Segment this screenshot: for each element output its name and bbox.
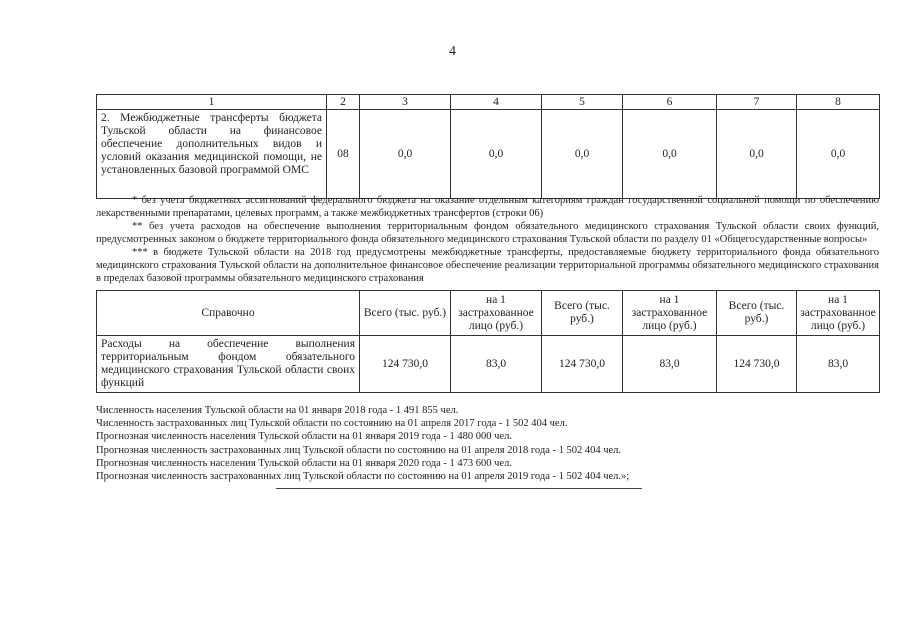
column-header: на 1 застрахованное лицо (руб.) [451,291,542,336]
column-header: на 1 застрахованное лицо (руб.) [797,291,880,336]
column-header: 6 [623,95,717,110]
stat-line: Численность застрахованных лиц Тульской области по состоянию на 01 апреля 2017 года - 1 502 404 чел. [96,418,568,430]
table-row [97,110,880,199]
value-cell: 124 730,0 [717,336,797,393]
value-cell: 0,0 [451,110,542,199]
horizontal-divider [276,488,642,489]
transfers-table [96,94,880,199]
table-header-row [97,95,880,110]
value-cell: 0,0 [542,110,623,199]
table-header-row [97,291,880,336]
value-cell: 124 730,0 [542,336,623,393]
value-cell: 0,0 [623,110,717,199]
value-cell: 83,0 [451,336,542,393]
stat-line: Прогнозная численность населения Тульской области на 01 января 2020 года - 1 473 600 чел. [96,457,512,469]
column-header: 5 [542,95,623,110]
column-header: 7 [717,95,797,110]
stat-line: Прогнозная численность застрахованных лиц Тульской области по состоянию на 01 апреля 2018 года - 1 502 404 чел. [96,444,622,456]
value-cell: 83,0 [623,336,717,393]
stat-line: Прогнозная численность застрахованных лиц Тульской области по состоянию на 01 апреля 2019 года - 1 502 404 чел.»; [96,471,630,483]
column-header: на 1 застрахованное лицо (руб.) [623,291,717,336]
stat-line: Численность населения Тульской области на 01 января 2018 года - 1 491 855 чел. [96,405,459,416]
column-header: 8 [797,95,880,110]
column-header: Всего (тыс. руб.) [542,291,623,336]
reference-table [96,290,880,393]
value-cell: 83,0 [797,336,880,393]
value-cell: 124 730,0 [360,336,451,393]
column-header: 1 [97,95,327,110]
value-cell: 0,0 [717,110,797,199]
row-name-cell: Расходы на обеспечение выполнения территориальным фондом обязательного медицинского страхования Тульской области своих функций [97,336,360,393]
footnotes [96,194,879,285]
page-number: 4 [449,44,456,59]
column-header: 2 [327,95,360,110]
footnote-2: ** без учета расходов на обеспечение выполнения территориальным фондом обязательного медицинского страхования Тульской области своих функций, предусмотренных законом о бюджете территориального фонда обязательного медицинского страхования Тульской области по разделу 01 «Общегосударственные вопросы» [96,221,879,245]
column-header: Всего (тыс. руб.) [360,291,451,336]
row-code-cell: 08 [327,110,360,199]
row-name-cell: 2. Межбюджетные трансферты бюджета Тульской области на финансовое обеспечение дополнительных видов и условий оказания медицинской помощи, не установленных базовой программой ОМС [97,110,327,199]
population-stats [96,404,796,483]
column-header: 4 [451,95,542,110]
column-header: 3 [360,95,451,110]
footnote-3: *** в бюджете Тульской области на 2018 год предусмотрены межбюджетные трансферты, предоставляемые бюджету территориального фонда обязательного медицинского страхования Тульской области на дополнительное финансовое обеспечение реализации территориальной программы обязательного медицинского страхования в пределах базовой программы обязательного медицинского страхования [96,247,879,284]
column-header: Всего (тыс. руб.) [717,291,797,336]
footnote-1: * без учета бюджетных ассигнований федерального бюджета на оказание отдельным категориям граждан государственной социальной помощи по обеспечению лекарственными препаратами, целевых программ, а также межбюджетных трансфертов (строки 06) [96,195,879,219]
column-header: Справочно [97,291,360,336]
stat-line: Прогнозная численность населения Тульской области на 01 января 2019 года - 1 480 000 чел. [96,431,512,443]
value-cell: 0,0 [797,110,880,199]
value-cell: 0,0 [360,110,451,199]
table-row [97,336,880,393]
